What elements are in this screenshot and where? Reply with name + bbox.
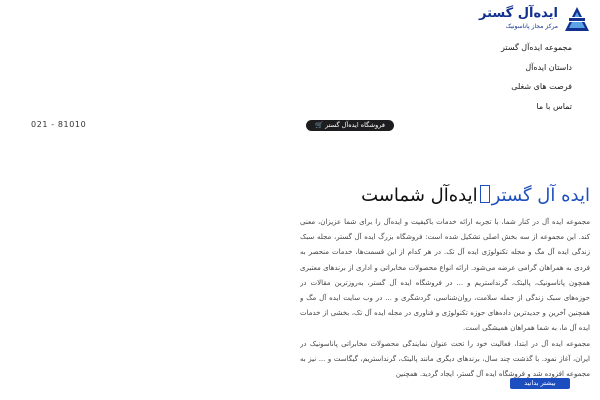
logo-title: ایده‌آل گستر xyxy=(479,6,558,21)
nav-item-ideal-story[interactable]: داستان ایده‌آل xyxy=(525,62,572,72)
phone-number[interactable]: 021 - 81010 xyxy=(31,120,87,129)
heading-brand: ایده آل گستر xyxy=(491,185,590,206)
intro-text xyxy=(300,215,590,381)
intro-paragraph-1: مجموعه ایده آل در کنار شما، با تجربه ارائه خدمات باکیفیت و ایده‌آل را برای شما عزیزان، معنی کند. این مجموعه از سه بخش اصلی تشکیل شده است: فروشگاه بزرگ ایده آل گستر، مجله سبک زندگی ایده آل مگ و مجله تکنولوژی ایده آل تک. در هر کدام از این قسمت‌ها، خدمات منحصر به فردی به همراهان گرامی عرضه می‌شود. ارائه انواع محصولات مخابراتی و اداری از برندهای معتبری همچون پاناسونیک، پالیتک، گرنداستریم و ... در فروشگاه ایده آل گستر، به‌روزترین مقالات در حوزه‌های سبک زندگی از جمله سلامت، روان‌شناسی، گردشگری و ... در وب سایت ایده آل مگ و همچنین آخرین و جدیدترین داده‌های حوزه تکنولوژی و فناوری در مجله ایده آل تک، بخشی از خدمات ایده آل ما، به شما همراهان همیشگی است. xyxy=(300,218,590,333)
logo-subtitle: مرکز مجاز پاناسونیک xyxy=(505,23,558,30)
nav-item-contact-us[interactable]: تماس با ما xyxy=(536,101,572,111)
logo[interactable] xyxy=(479,6,590,32)
read-more-button[interactable]: بیشتر بدانید xyxy=(510,378,570,389)
logo-mark-icon xyxy=(564,6,590,32)
intro-paragraph-2: مجموعه ایده آل در ابتدا، فعالیت خود را تحت عنوان نمایندگی محصولات مخابراتی پاناسونیک در ایران، آغاز نمود. با گذشت چند سال، برندهای دیگری مانند پالیتک، گرنداستریم، گیگاست و ... نیز به مجموعه افزوده شد و فروشگاه ایده آل گستر، ایجاد گردید. همچنین xyxy=(300,339,590,379)
text-cursor-icon xyxy=(480,185,490,203)
store-button[interactable]: فروشگاه ایده‌آل گستر 🛒 xyxy=(306,120,394,131)
nav-item-job-opportunities[interactable]: فرصت های شغلی xyxy=(511,82,572,92)
heading-tagline: ایده‌آل شماست xyxy=(361,185,478,206)
nav-item-ideal-gostar-collection[interactable]: مجموعه ایده‌آل گستر xyxy=(500,43,572,52)
main-nav xyxy=(412,42,572,120)
page-heading xyxy=(361,183,590,209)
